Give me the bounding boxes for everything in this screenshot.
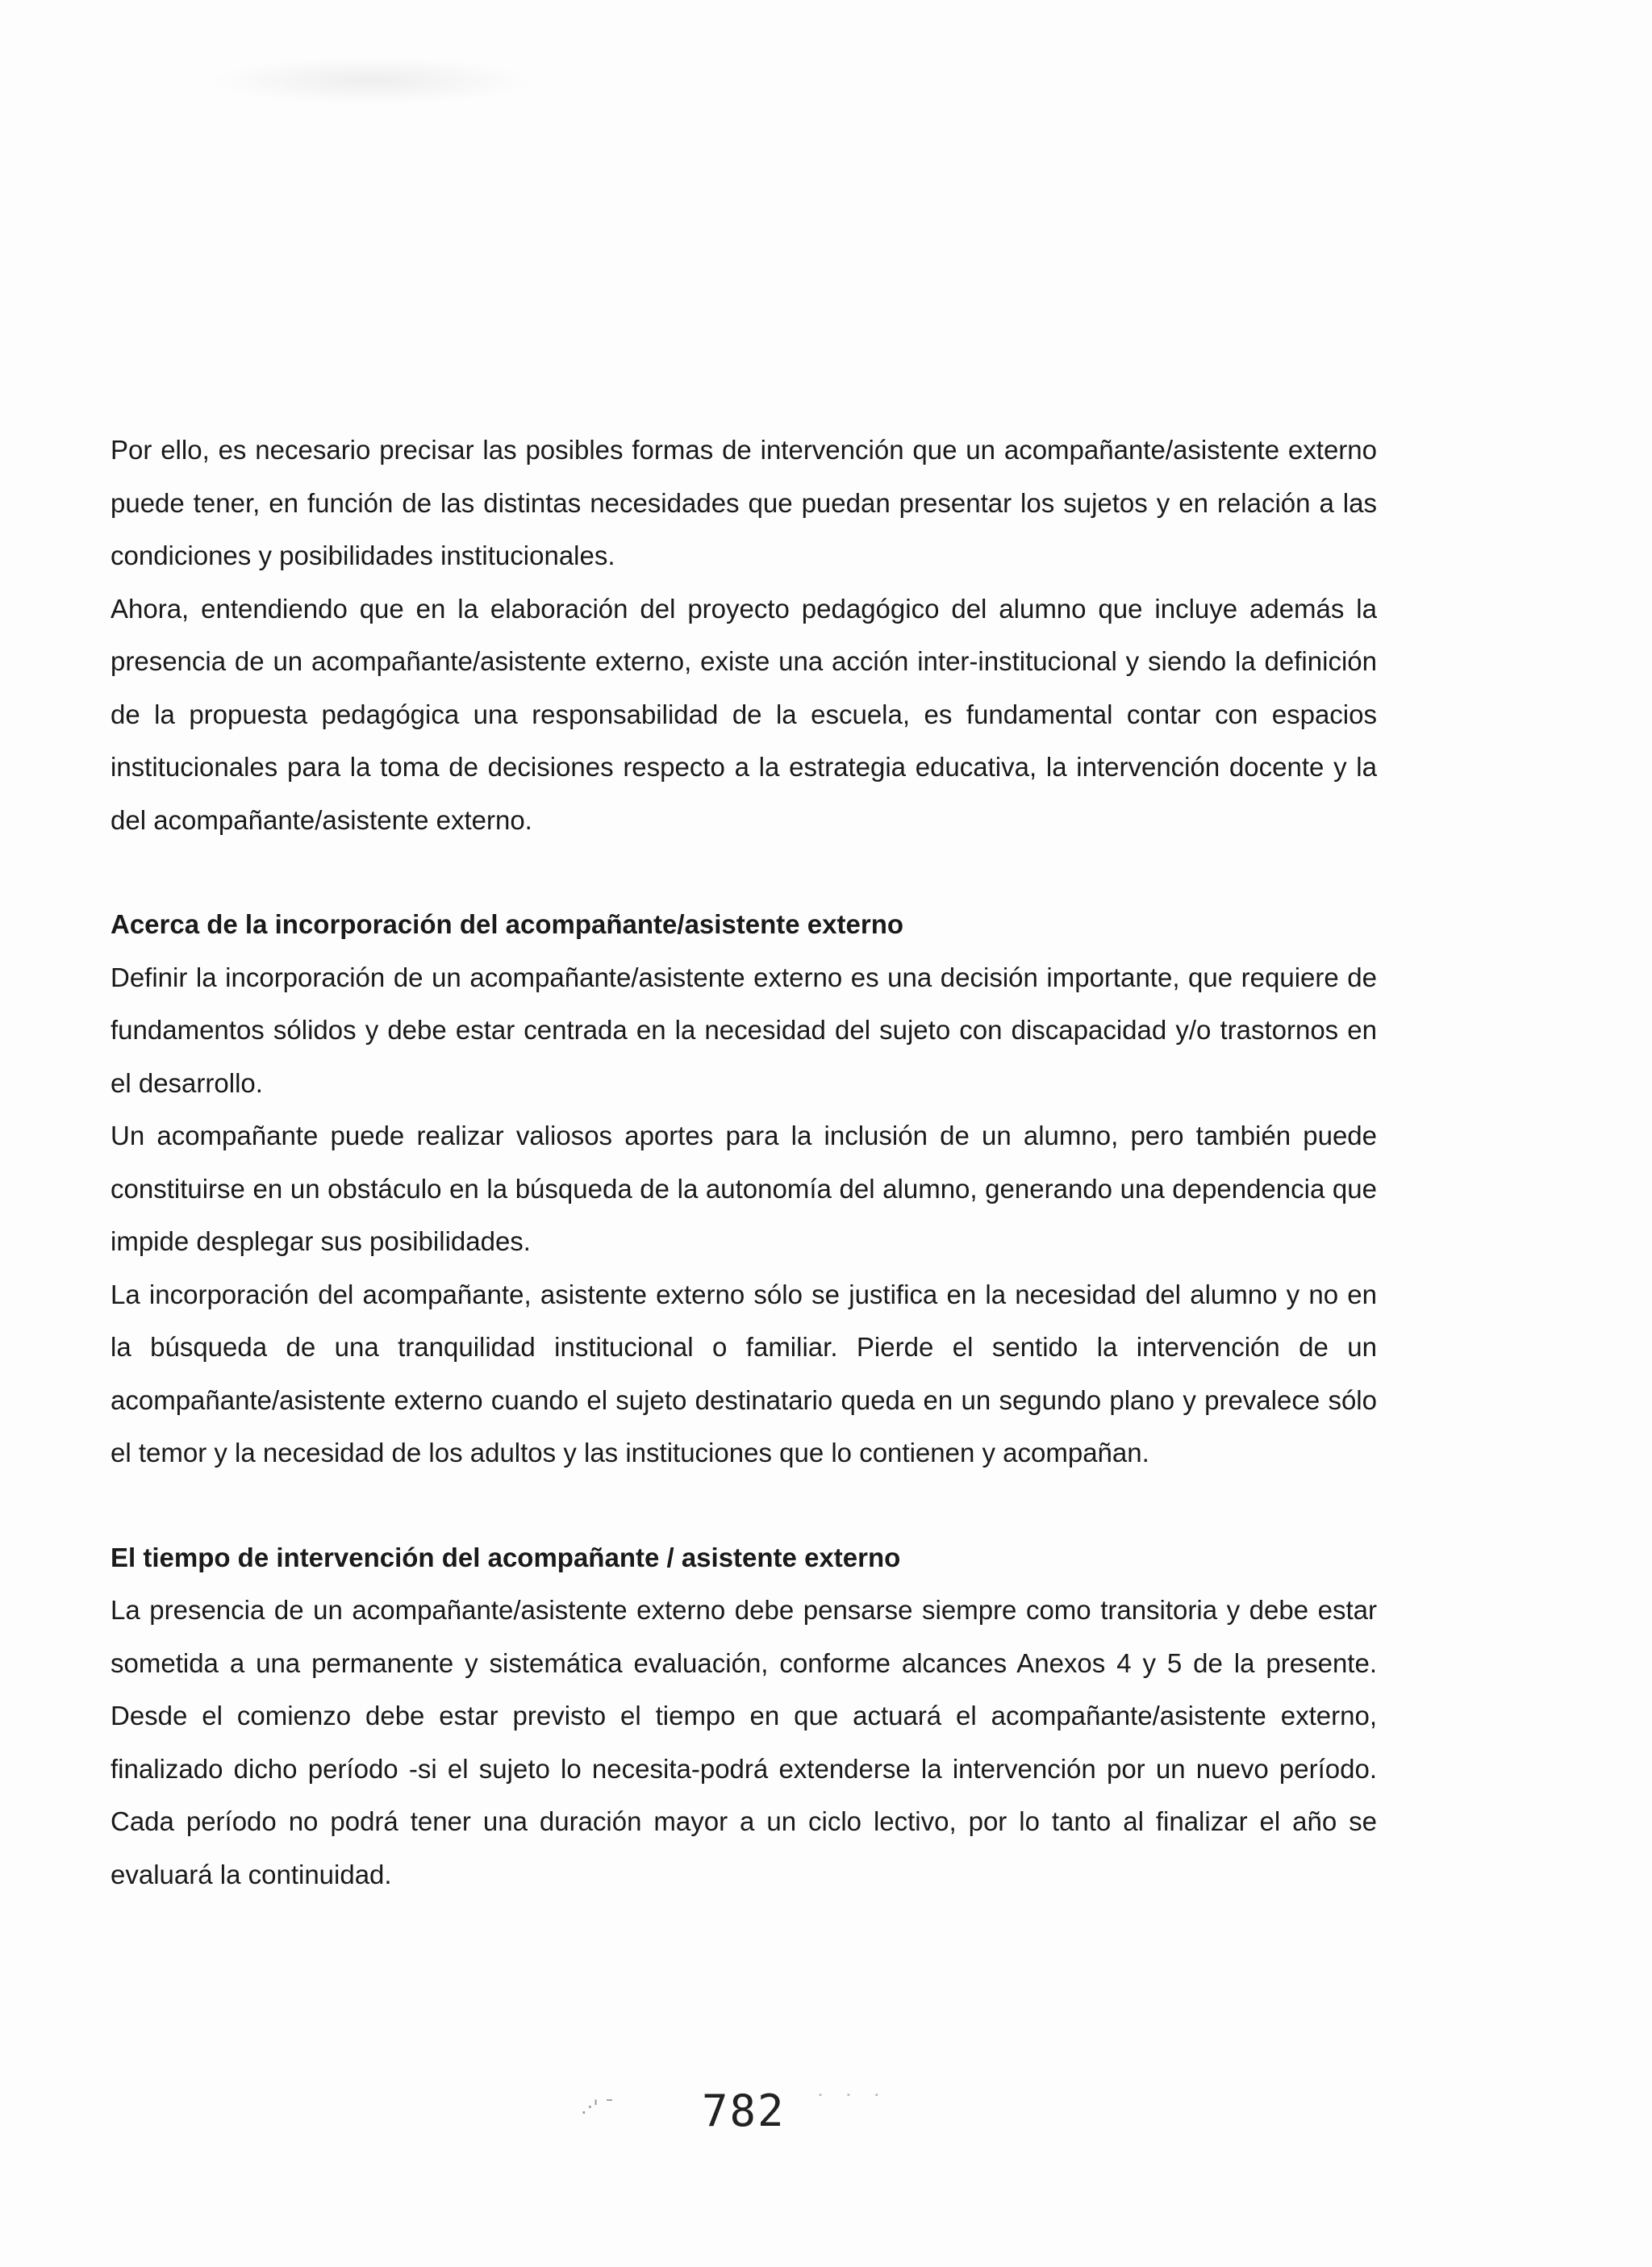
scan-artifact	[210, 56, 532, 105]
incorporation-paragraph-1: Definir la incorporación de un acompañante/asistente externo es una decisión importante, que requiere de fundamentos sólidos y debe estar centrada en la necesidad del sujeto con discapacidad y/o trastornos en el desarrollo.	[111, 962, 1377, 1098]
document-body	[111, 424, 1377, 1901]
section-heading-incorporation: Acerca de la incorporación del acompañante/asistente externo	[111, 909, 904, 939]
time-paragraph-1: La presencia de un acompañante/asistente externo debe pensarse siempre como transitoria y debe estar sometida a una permanente y sistemática evaluación, conforme alcances Anexos 4 y 5 de la presente. Desde el comienzo debe estar previsto el tiempo en que actuará el acompañante/asistente externo, finalizado dicho período -si el sujeto lo necesita-podrá extenderse la intervención por un nuevo período. Cada período no podrá tener una duración mayor a un ciclo lectivo, por lo tanto al finalizar el año se evaluará la continuidad.	[111, 1595, 1377, 1889]
incorporation-paragraph-2: Un acompañante puede realizar valiosos aportes para la inclusión de un alumno, pero también puede constituirse en un obstáculo en la búsqueda de la autonomía del alumno, generando una dependencia que impide desplegar sus posibilidades.	[111, 1121, 1377, 1256]
incorporation-paragraph-3: La incorporación del acompañante, asistente externo sólo se justifica en la necesidad del alumno y no en la búsqueda de una tranquilidad institucional o familiar. Pierde el sentido la intervención de un acompañante/asistente externo cuando el sujeto destinatario queda en un segundo plano y prevalece sólo el temor y la necesidad de los adultos y las instituciones que lo contienen y acompañan.	[111, 1279, 1377, 1467]
intro-paragraph-2: Ahora, entendiendo que en la elaboración del proyecto pedagógico del alumno que incluye además la presencia de un acompañante/asistente externo, existe una acción inter-institucional y siendo la definición de la propuesta pedagógica una responsabilidad de la escuela, es fundamental contar con espacios institucionales para la toma de decisiones respecto a la estrategia educativa, la intervención docente y la del acompañante/asistente externo.	[111, 593, 1377, 835]
section-heading-time: El tiempo de intervención del acompañante / asistente externo	[111, 1542, 901, 1572]
scan-marks-right: ˙ ˙ ˙	[815, 2090, 887, 2116]
scan-marks-left: .·' ˉ	[581, 2096, 615, 2119]
intro-paragraph-1: Por ello, es necesario precisar las posibles formas de intervención que un acompañante/asistente externo puede tener, en función de las distintas necesidades que puedan presentar los sujetos y en relación a las condiciones y posibilidades institucionales.	[111, 435, 1377, 570]
section-spacer	[111, 846, 1377, 898]
section-spacer	[111, 1480, 1377, 1531]
page-number: 782	[702, 2085, 786, 2136]
